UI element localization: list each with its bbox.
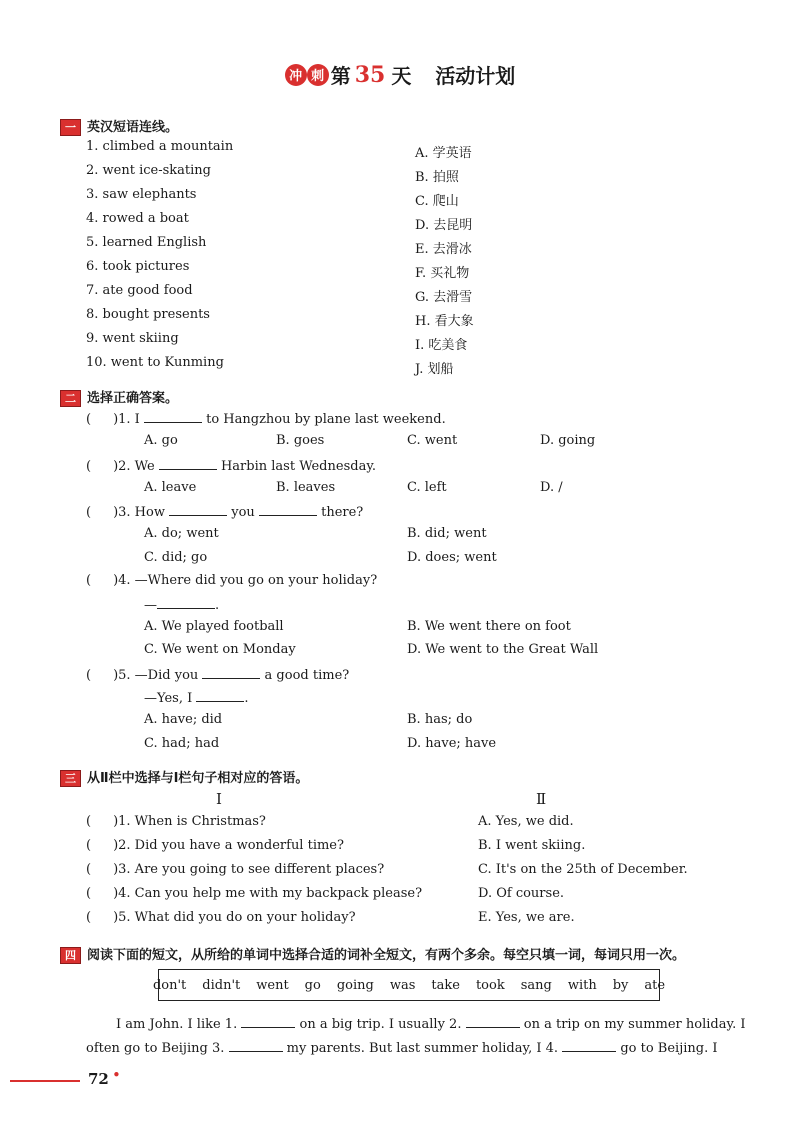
passage-text: often go to Beijing 3. [86, 1041, 225, 1056]
section-title: 选择正确答案。 [87, 391, 179, 406]
question-stem-end: there? [321, 505, 364, 520]
answer-paren: ( [86, 886, 92, 901]
question-stem: )4. —Where did you go on your holiday? [113, 573, 378, 588]
section-number: 一 [60, 119, 81, 136]
period: . [244, 691, 249, 706]
word-bank-item: sang [520, 977, 552, 993]
match-left-item: 5. learned English [86, 235, 207, 250]
option[interactable]: D. going [540, 433, 596, 448]
column-1-item: )2. Did you have a wonderful time? [113, 838, 344, 853]
title-topic: 活动计划 [435, 64, 516, 88]
pair-row [86, 814, 266, 829]
passage-line-1 [116, 1015, 746, 1032]
page-number: 72 [88, 1070, 109, 1088]
answer-paren: ( [86, 505, 92, 520]
passage-text: I am John. I like 1. [116, 1017, 238, 1032]
option[interactable]: B. leaves [276, 480, 336, 495]
section-number: 三 [60, 770, 81, 787]
match-left-item: 8. bought presents [86, 307, 210, 322]
column-2-item: A. Yes, we did. [478, 814, 574, 829]
section2-header [60, 387, 178, 407]
pair-row [86, 838, 344, 853]
match-left-item: 10. went to Kunming [86, 355, 224, 370]
footer-rule [10, 1080, 80, 1082]
question-4 [86, 573, 377, 588]
option[interactable]: A. We played football [144, 619, 284, 634]
column-2-item: B. I went skiing. [478, 838, 586, 853]
match-left-item: 7. ate good food [86, 283, 193, 298]
match-right-item: H. 看大象 [415, 314, 474, 329]
option[interactable]: C. We went on Monday [144, 642, 296, 657]
page-title [0, 60, 800, 89]
match-right-item: B. 拍照 [415, 170, 459, 185]
fill-blank[interactable] [241, 1015, 295, 1028]
option[interactable]: A. go [144, 433, 178, 448]
match-left-item: 4. rowed a boat [86, 211, 189, 226]
passage-text: on a trip on my summer holiday. I [523, 1017, 746, 1032]
question-stem-end: a good time? [264, 668, 350, 683]
section-title: 英汉短语连线。 [87, 120, 179, 135]
answer-paren: ( [86, 862, 92, 877]
question-stem: )2. We [113, 459, 155, 474]
option[interactable]: A. do; went [144, 526, 219, 541]
option[interactable]: A. leave [144, 480, 197, 495]
fill-blank[interactable] [229, 1039, 283, 1052]
question-1 [86, 410, 446, 427]
page-number-dot: • [112, 1066, 121, 1084]
word-bank-item: ate [644, 977, 666, 993]
passage-text: my parents. But last summer holiday, I 4. [286, 1041, 559, 1056]
question-stem: )1. I [113, 412, 140, 427]
title-suffix: 天 [391, 64, 412, 88]
column-1-item: )3. Are you going to see different places? [113, 862, 385, 877]
passage-text: go to Beijing. I [620, 1041, 718, 1056]
question-5 [86, 666, 349, 683]
response-line [144, 596, 219, 613]
word-bank-item: going [336, 977, 374, 993]
column-1-item: )5. What did you do on your holiday? [113, 910, 356, 925]
fill-blank[interactable] [144, 410, 202, 423]
column-2-header: Ⅱ [536, 790, 547, 808]
badge-char-2: 刺 [307, 64, 329, 86]
question-stem-end: Harbin last Wednesday. [220, 459, 377, 474]
option[interactable]: C. had; had [144, 736, 220, 751]
passage-text: on a big trip. I usually 2. [299, 1017, 462, 1032]
question-3 [86, 503, 363, 520]
match-left-item: 9. went skiing [86, 331, 179, 346]
option[interactable]: A. have; did [144, 712, 223, 727]
match-left-item: 2. went ice-skating [86, 163, 211, 178]
section-title: 阅读下面的短文，从所给的单词中选择合适的词补全短文，有两个多余。每空只填一词，每词只用一次。 [87, 948, 686, 963]
word-bank-item: with [567, 977, 597, 993]
match-right-item: J. 划船 [415, 362, 454, 377]
answer-paren: ( [86, 838, 92, 853]
dash: — [144, 598, 157, 613]
answer-paren: ( [86, 412, 92, 427]
word-bank-item: didn't [202, 977, 241, 993]
section-number: 四 [60, 947, 81, 964]
option[interactable]: D. have; have [407, 736, 497, 751]
word-bank-item: don't [152, 977, 187, 993]
column-2-item: E. Yes, we are. [478, 910, 575, 925]
word-bank [152, 969, 666, 1001]
title-day-number: 35 [354, 61, 386, 88]
section1-header [60, 116, 178, 136]
section-title: 从Ⅱ栏中选择与Ⅰ栏句子相对应的答语。 [87, 771, 309, 786]
option[interactable]: D. / [540, 480, 563, 495]
pair-row [86, 910, 356, 925]
answer-paren: ( [86, 573, 92, 588]
word-bank-item: took [475, 977, 505, 993]
column-2-item: C. It's on the 25th of December. [478, 862, 688, 877]
pair-row [86, 862, 384, 877]
word-bank-item: by [612, 977, 629, 993]
pair-row [86, 886, 422, 901]
section-number: 二 [60, 390, 81, 407]
match-left-item: 1. climbed a mountain [86, 139, 234, 154]
question-2 [86, 457, 376, 474]
response-line [144, 689, 249, 706]
word-bank-item: went [256, 977, 289, 993]
option[interactable]: D. does; went [407, 550, 497, 565]
fill-blank[interactable] [159, 457, 217, 470]
title-prefix: 第 [330, 64, 351, 88]
match-right-item: F. 买礼物 [415, 266, 470, 281]
sprint-badge [285, 64, 329, 86]
match-right-item: I. 吃美食 [415, 338, 468, 353]
column-1-header: Ⅰ [216, 790, 222, 808]
period: . [215, 598, 220, 613]
fill-blank[interactable] [466, 1015, 520, 1028]
option[interactable]: D. We went to the Great Wall [407, 642, 599, 657]
question-stem: )5. —Did you [113, 668, 199, 683]
question-stem: )3. How [113, 505, 165, 520]
response-text: —Yes, I [144, 691, 193, 706]
fill-blank[interactable] [196, 689, 244, 702]
fill-blank[interactable] [202, 666, 260, 679]
fill-blank[interactable] [562, 1039, 616, 1052]
column-2-item: D. Of course. [478, 886, 565, 901]
answer-paren: ( [86, 459, 92, 474]
option[interactable]: B. has; do [407, 712, 473, 727]
match-right-item: A. 学英语 [415, 146, 472, 161]
section3-header [60, 767, 308, 787]
question-stem-end: to Hangzhou by plane last weekend. [206, 412, 446, 427]
section4-header [60, 944, 685, 964]
answer-paren: ( [86, 668, 92, 683]
match-left-item: 6. took pictures [86, 259, 190, 274]
fill-blank[interactable] [157, 596, 215, 609]
match-right-item: C. 爬山 [415, 194, 459, 209]
match-left-item: 3. saw elephants [86, 187, 197, 202]
question-stem-mid: you [231, 505, 255, 520]
option[interactable]: C. went [407, 433, 458, 448]
word-bank-item: take [431, 977, 460, 993]
option[interactable]: B. We went there on foot [407, 619, 571, 634]
answer-paren: ( [86, 910, 92, 925]
option[interactable]: B. did; went [407, 526, 487, 541]
fill-blank[interactable] [169, 503, 227, 516]
option[interactable]: C. left [407, 480, 447, 495]
column-1-item: )4. Can you help me with my backpack please? [113, 886, 423, 901]
answer-paren: ( [86, 814, 92, 829]
match-right-item: D. 去昆明 [415, 218, 473, 233]
match-right-item: G. 去滑雪 [415, 290, 473, 305]
badge-char-1: 冲 [285, 64, 307, 86]
column-1-item: )1. When is Christmas? [113, 814, 266, 829]
match-right-item: E. 去滑冰 [415, 242, 472, 257]
word-bank-item: was [389, 977, 416, 993]
option[interactable]: B. goes [276, 433, 325, 448]
fill-blank[interactable] [259, 503, 317, 516]
word-bank-item: go [304, 977, 321, 993]
passage-line-2 [86, 1039, 718, 1056]
option[interactable]: C. did; go [144, 550, 208, 565]
